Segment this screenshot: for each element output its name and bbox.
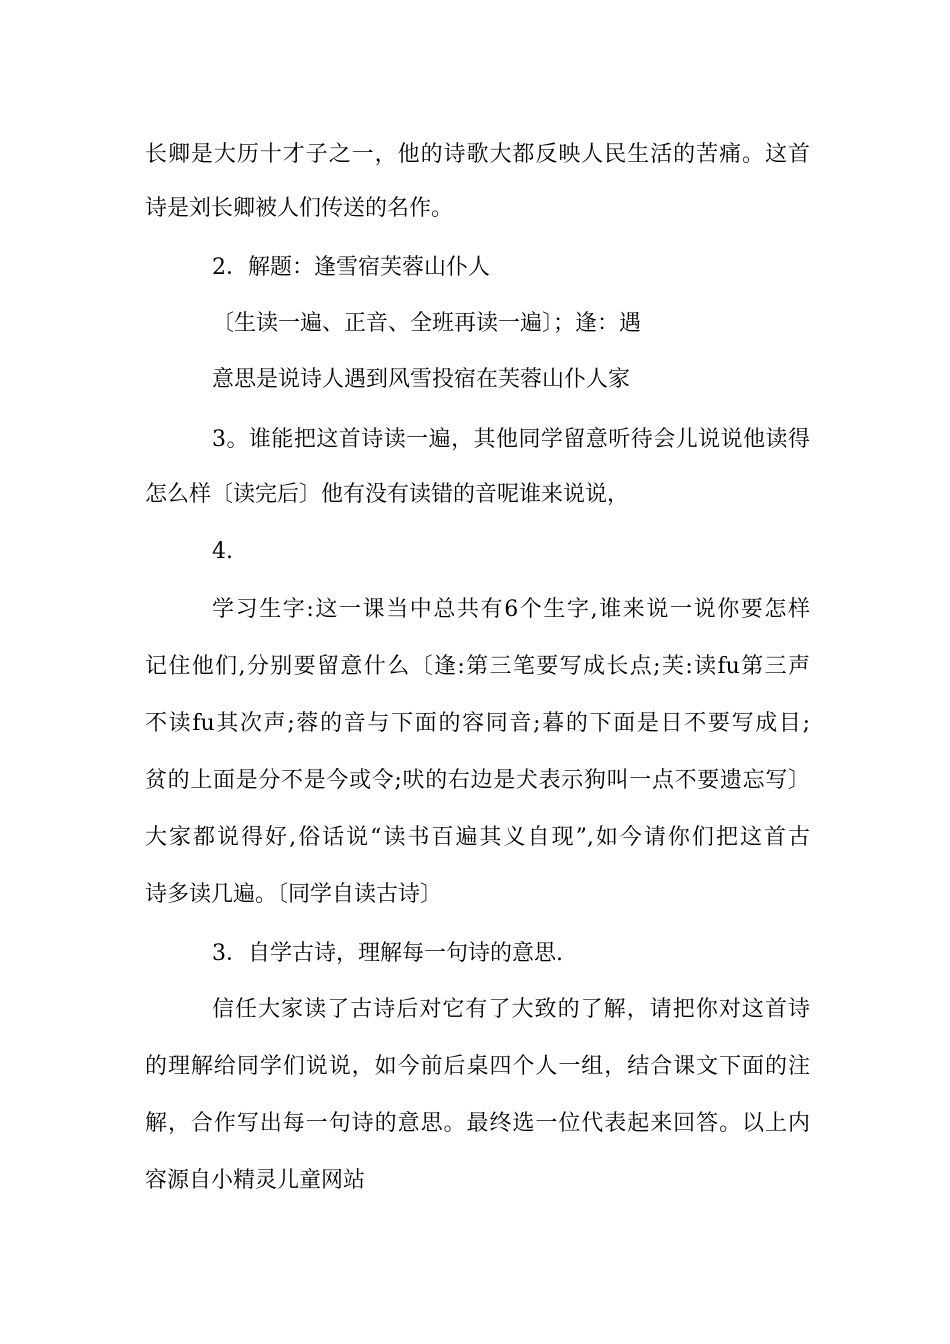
paragraph-line: 〔生读一遍、正音、全班再读一遍〕；逢：遇 (212, 311, 642, 336)
paragraph-line: 容源自小精灵儿童网站 (145, 1168, 366, 1193)
paragraph-line: 不读fu其次声;蓉的音与下面的容同音;暮的下面是日不要写成目; (145, 711, 810, 736)
paragraph-line: 怎么样〔读完后〕他有没有读错的音呢谁来说说， (145, 482, 630, 507)
paragraph-line: 诗是刘长卿被人们传送的名作。 (145, 196, 454, 221)
paragraph-line: 信任大家读了古诗后对它有了大致的了解，请把你对这首诗 (212, 997, 810, 1022)
section-heading: 2．解题：逢雪宿芙蓉山仆人 (212, 255, 490, 280)
paragraph-line: 大家都说得好,俗话说“读书百遍其义自现”,如今请你们把这首古 (145, 825, 810, 850)
paragraph-line: 诗多读几遍。〔同学自读古诗〕 (145, 882, 443, 907)
paragraph-line: 学习生字:这一课当中总共有6个生字,谁来说一说你要怎样 (212, 597, 810, 622)
paragraph-line: 3。谁能把这首诗读一遍，其他同学留意听待会儿说说他读得 (212, 427, 810, 452)
section-heading: 3．自学古诗，理解每一句诗的意思. (212, 941, 563, 966)
paragraph-line: 解，合作写出每一句诗的意思。最终选一位代表起来回答。以上内 (145, 1111, 810, 1136)
paragraph-line: 的理解给同学们说说，如今前后桌四个人一组，结合课文下面的注 (145, 1054, 810, 1079)
paragraph-line: 记住他们,分别要留意什么〔逢:第三笔要写成长点;芙:读fu第三声 (145, 654, 810, 679)
section-number: 4. (212, 539, 233, 564)
paragraph-line: 意思是说诗人遇到风雪投宿在芙蓉山仆人家 (212, 367, 631, 392)
paragraph-line: 贫的上面是分不是今或令;吠的右边是犬表示狗叫一点不要遗忘写〕 (145, 768, 810, 793)
paragraph-line: 长卿是大历十才子之一，他的诗歌大都反映人民生活的苦痛。这首 (145, 142, 810, 167)
